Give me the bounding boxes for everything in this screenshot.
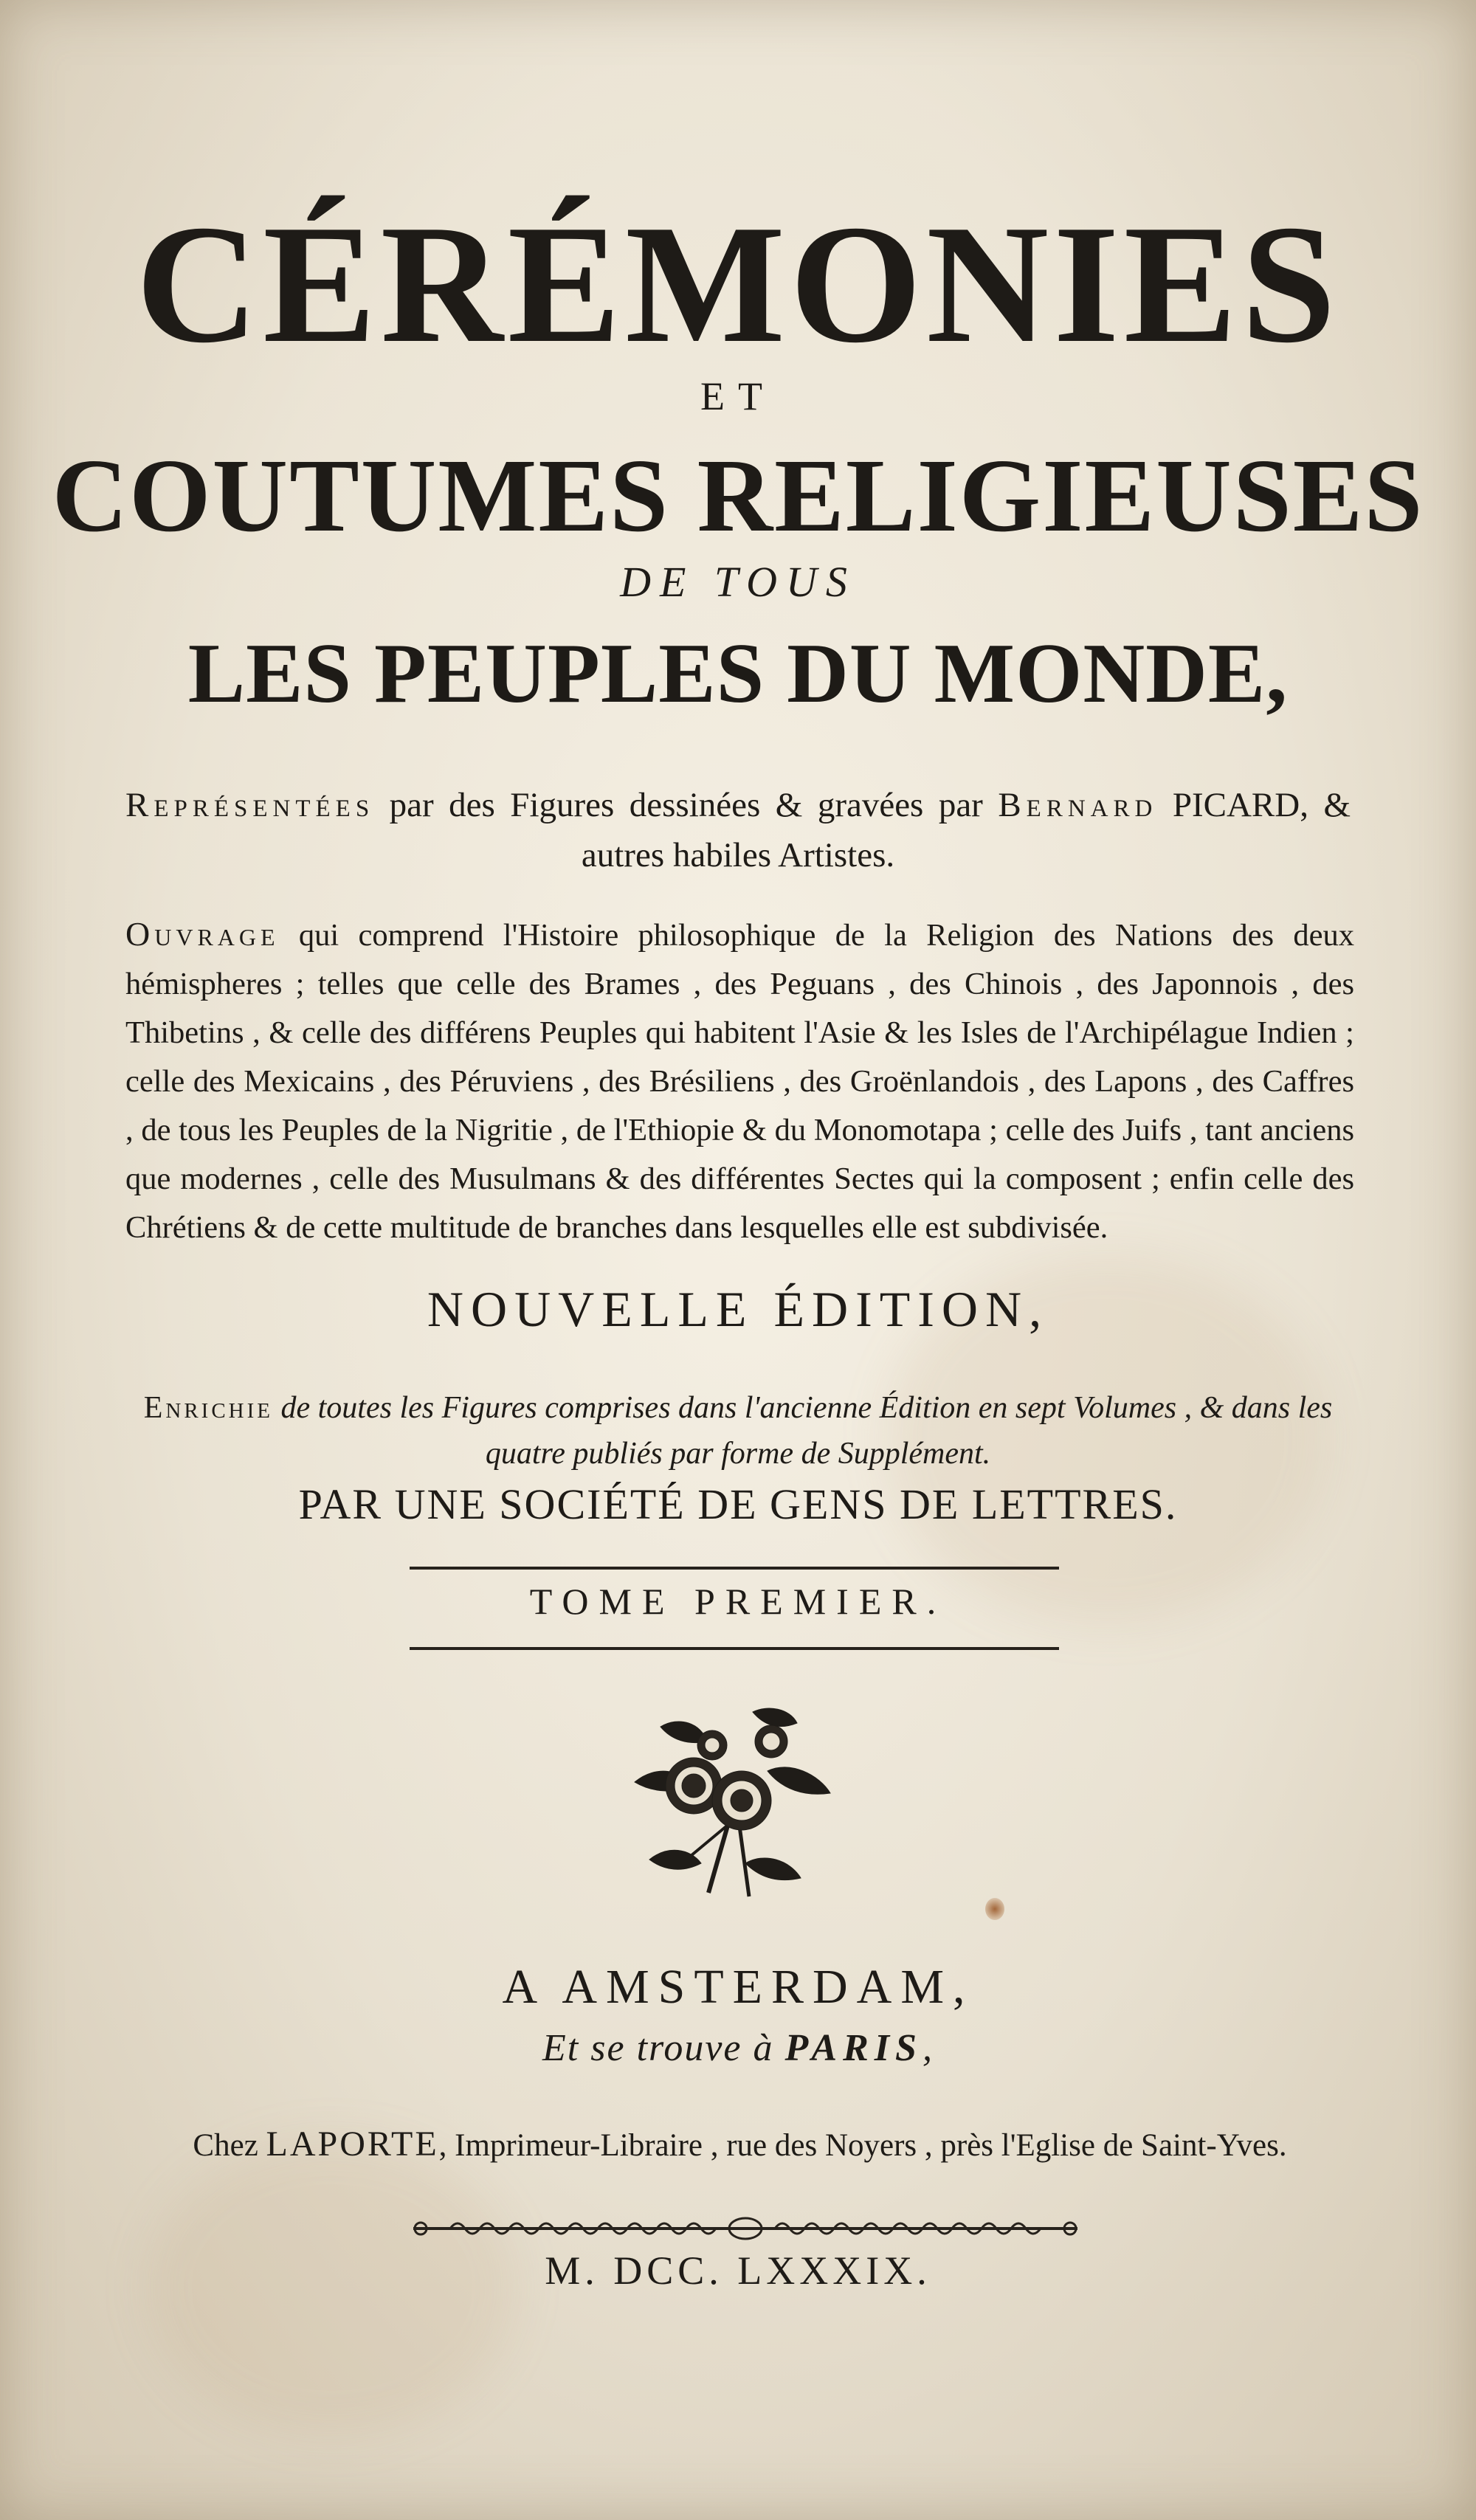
author-last-name: PICARD [1157, 786, 1300, 824]
representees-paragraph [125, 780, 1351, 880]
imprint-paris-post: , [922, 2027, 934, 2069]
imprint-paris-line [0, 2029, 1476, 2068]
title-ceremonies: CÉRÉMONIES [136, 190, 1340, 378]
imprint-printer-paragraph [125, 2120, 1354, 2170]
imprint-paris: PARIS [784, 2027, 922, 2069]
enrichie-lead: Enrichie [143, 1391, 273, 1425]
imprint-city: A AMSTERDAM, [502, 1960, 974, 2014]
foxing-spot [985, 1898, 1004, 1920]
ornamental-rule [406, 2214, 1085, 2243]
title-coutumes: COUTUMES RELIGIEUSES [52, 437, 1424, 553]
enrichie-text: de toutes les Figures comprises dans l'ancienne Édition en sept Volumes , & dans les quatre publiés par forme de Supplément. [273, 1391, 1333, 1471]
enrichie-paragraph [133, 1385, 1343, 1477]
representees-lead: Représentées [125, 786, 375, 824]
ouvrage-paragraph [125, 910, 1354, 1252]
imprint-printer: LAPORTE [266, 2124, 439, 2164]
title-et: ET [700, 374, 776, 418]
imprint-chez: Chez [193, 2128, 266, 2163]
title-de-tous: DE TOUS [620, 558, 856, 606]
ouvrage-lead: Ouvrage [125, 914, 280, 953]
author-first-name: Bernard [998, 786, 1158, 824]
imprint-paris-pre: Et se trouve à [542, 2027, 785, 2069]
rule-bottom [410, 1647, 1059, 1650]
imprint-address: , Imprimeur-Libraire , rue des Noyers , près l'Eglise de Saint-Yves. [438, 2128, 1287, 2163]
title-peuples: LES PEUPLES DU MONDE, [187, 626, 1289, 721]
rule-top [410, 1567, 1059, 1570]
imprint-date: M. DCC. LXXXIX. [545, 2248, 931, 2293]
representees-tail: , & autres habiles Artistes. [581, 786, 1351, 874]
nouvelle-edition: NOUVELLE ÉDITION, [427, 1281, 1049, 1337]
tome-label: TOME PREMIER. [529, 1581, 947, 1622]
ouvrage-text: qui comprend l'Histoire philosophique de la Religion des Nations des deux hémispheres ; telles que celle des Brames , des Peguans , des Chinois , des Japonnois , des Thibetins , & celle des différens Peuples qui habitent l'Asie & les Isles de l'Archipélague Indien ; celle des Mexicains , des Péruviens , des Brésiliens , des Groënlandois , des Lapons , des Caffres , de tous les Peuples de la Nigritie , de l'Ethiopie & du Monomotapa ; celle des Juifs , tant anciens que modernes , celle des Musulmans & des différentes Sectes qui la composent ; enfin celle des Chrétiens & de cette multitude de branches dans lesquelles elle est subdivisée. [125, 917, 1354, 1245]
representees-text: par des Figures dessinées & gravées par [374, 786, 983, 824]
flower-ornament-icon [620, 1690, 841, 1911]
societe-line: PAR UNE SOCIÉTÉ DE GENS DE LETTRES. [298, 1480, 1178, 1528]
